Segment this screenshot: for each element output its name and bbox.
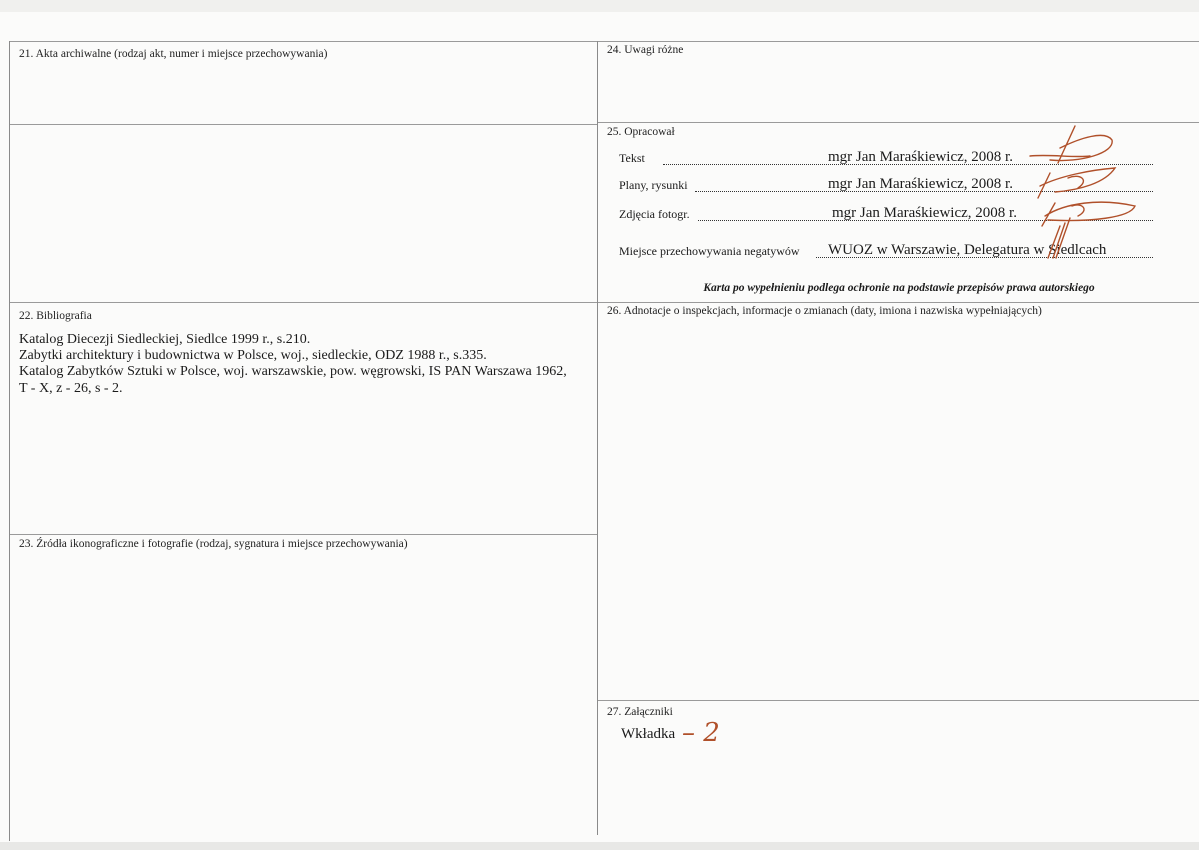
row-label: Plany, rysunki bbox=[619, 178, 688, 192]
signature-mark bbox=[1020, 118, 1145, 268]
row-value: WUOZ w Warszawie, Delegatura w Siedlcach bbox=[828, 242, 1107, 258]
row-label: Miejsce przechowywania negatywów bbox=[619, 244, 800, 258]
bibliography-entry: Katalog Diecezji Siedleckiej, Siedlce 1999 r., s.210. bbox=[19, 332, 311, 347]
section-21-label: 21. Akta archiwalne (rodzaj akt, numer i miejsce przechowywania) bbox=[19, 48, 328, 60]
section-24-label: 24. Uwagi różne bbox=[607, 44, 684, 56]
rule-left-2 bbox=[9, 534, 597, 535]
attachment-count-handwritten: – 2 bbox=[682, 718, 720, 748]
rule-right-2 bbox=[597, 700, 1199, 701]
row-value: mgr Jan Maraśkiewicz, 2008 r. bbox=[828, 176, 1013, 192]
row-label: Zdjęcia fotogr. bbox=[619, 207, 690, 221]
rule-left-edge bbox=[9, 41, 10, 841]
rule-mid bbox=[9, 302, 1199, 303]
section-25-label: 25. Opracował bbox=[607, 126, 675, 138]
rule-top bbox=[9, 41, 1199, 42]
bibliography-entry: Katalog Zabytków Sztuki w Polsce, woj. warszawskie, pow. węgrowski, IS PAN Warszawa 1962, bbox=[19, 364, 567, 380]
bibliography-entry: Zabytki architektury i budownictwa w Polsce, woj., siedleckie, ODZ 1988 r., s.335. bbox=[19, 348, 487, 364]
scan-bottom-edge bbox=[0, 842, 1199, 850]
bibliography-list bbox=[19, 332, 589, 397]
section-27-label: 27. Załączniki bbox=[607, 706, 673, 718]
attachment-value: Wkładka bbox=[621, 726, 676, 742]
copyright-notice: Karta po wypełnieniu podlega ochronie na podstawie przepisów prawa autorskiego bbox=[703, 282, 1095, 294]
row-value: mgr Jan Maraśkiewicz, 2008 r. bbox=[828, 149, 1013, 165]
scan-top-edge bbox=[0, 0, 1199, 12]
row-value: mgr Jan Maraśkiewicz, 2008 r. bbox=[832, 205, 1017, 221]
rule-center bbox=[597, 41, 598, 835]
rule-left-1 bbox=[9, 124, 597, 125]
bibliography-entry: T - X, z - 26, s - 2. bbox=[19, 380, 123, 396]
section-23-label: 23. Źródła ikonograficzne i fotografie (rodzaj, sygnatura i miejsce przechowywania) bbox=[19, 538, 408, 550]
row-label: Tekst bbox=[619, 151, 645, 165]
section-26-label: 26. Adnotacje o inspekcjach, informacje o zmianach (daty, imiona i nazwiska wypełniających) bbox=[607, 305, 1042, 317]
section-22-label: 22. Bibliografia bbox=[19, 310, 92, 322]
